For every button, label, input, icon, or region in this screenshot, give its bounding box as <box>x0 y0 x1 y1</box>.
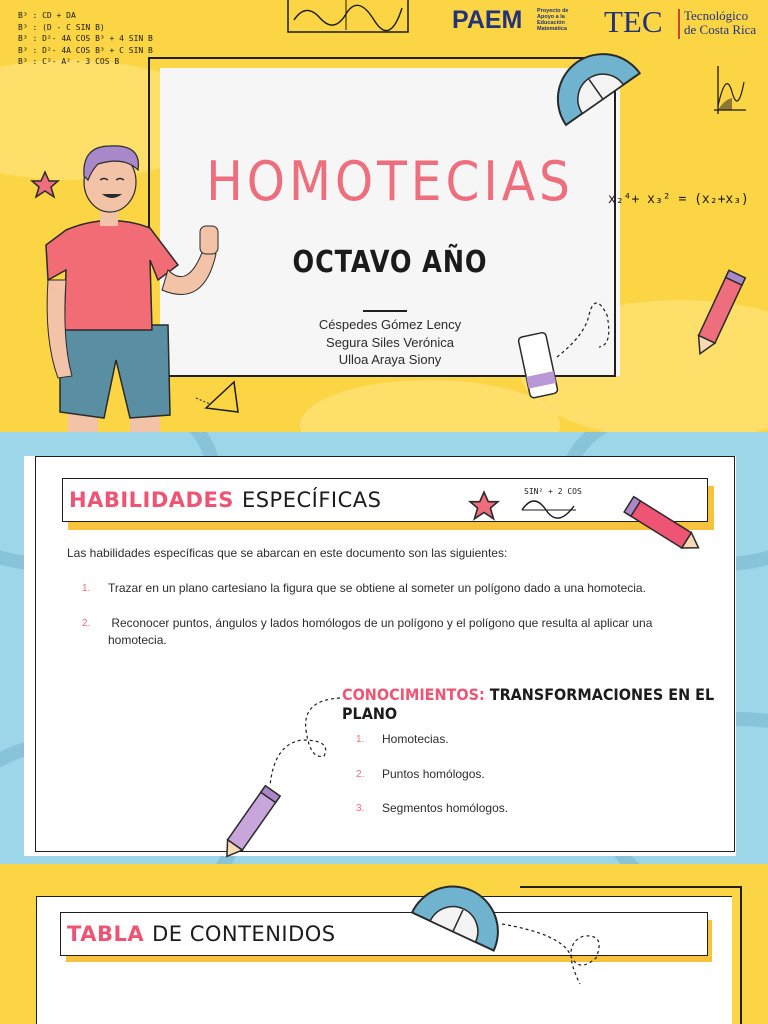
equation-doodle: x₂⁴+ x₃² = (x₂+x₃) <box>608 192 749 207</box>
heading-text: DE CONTENIDOS <box>152 922 336 946</box>
list-text: homotecia. <box>108 633 167 647</box>
list-item <box>82 615 702 655</box>
list-text: Segmentos homólogos. <box>382 801 509 815</box>
pencil-icon <box>216 782 286 862</box>
page-title: HOMOTECIAS <box>206 150 574 213</box>
protractor-icon <box>400 872 510 952</box>
triangle-ruler-icon <box>196 378 248 418</box>
title-divider <box>363 310 407 312</box>
graph-icon <box>712 62 748 118</box>
tec-logo: TEC <box>604 4 663 39</box>
pencil-icon <box>690 266 748 360</box>
formula-doodles <box>18 10 153 68</box>
list-text: Homotecias. <box>382 732 449 746</box>
formula-line: B³ : C²- A² - 3 COS B <box>18 57 120 66</box>
list-number: 1. <box>356 734 365 745</box>
heading-highlight: TABLA <box>67 922 145 946</box>
star-icon <box>468 490 500 522</box>
list-text: Trazar en un plano cartesiano la figura que se obtiene al someter un polígono dado a una homotecia. <box>108 581 646 595</box>
page-subtitle: OCTAVO AÑO <box>292 245 488 280</box>
author-name: Céspedes Gómez Lency <box>318 317 462 332</box>
knowledge-title: TRANSFORMACIONES EN EL PLANO <box>342 685 715 723</box>
list-number: 2. <box>82 618 91 629</box>
author-name: Ulloa Araya Siony <box>338 352 442 367</box>
dashed-line-doodle <box>262 690 342 790</box>
formula-line: B³ : D²- 4A COS B³ + 4 SIN B <box>18 34 153 43</box>
author-name: Segura Siles Verónica <box>326 334 454 350</box>
formula-line: B³ : CD + DA <box>18 11 76 20</box>
list-item <box>356 731 656 751</box>
knowledge-highlight: CONOCIMIENTOS: <box>342 685 485 704</box>
graph-icon <box>286 0 411 36</box>
logo-divider <box>678 9 680 39</box>
contents-frame-right <box>740 886 742 1024</box>
slide-skills <box>0 432 768 864</box>
slide-contents <box>0 864 768 1024</box>
paem-logo-subtitle: Proyecto de Apoyo a la Educación Matemática <box>537 8 569 32</box>
list-item <box>82 580 682 600</box>
protractor-icon <box>545 40 655 120</box>
heading-text: ESPECÍFICAS <box>241 488 382 512</box>
tec-logo-name <box>684 9 756 37</box>
doodle-formula: SIN² + 2 COS <box>524 487 582 496</box>
pencil-icon <box>620 490 704 560</box>
list-number: 1. <box>82 583 91 594</box>
paem-logo: PAEM <box>452 6 523 34</box>
sine-wave-icon <box>520 484 584 520</box>
dashed-line-doodle <box>500 914 610 1004</box>
formula-line: B³ : (D - C SIN B) <box>18 22 105 32</box>
dashed-line-doodle <box>555 295 615 365</box>
formula-line: B³ : D²- 4A COS B³ + C SIN B <box>18 45 153 55</box>
list-item <box>356 800 656 820</box>
list-item <box>356 766 656 786</box>
list-text: Puntos homólogos. <box>382 767 485 781</box>
contents-frame-top <box>520 886 740 888</box>
heading-highlight: HABILIDADES <box>69 488 234 512</box>
list-number: 2. <box>356 769 365 780</box>
tec-name-line-1: Tecnológico <box>684 8 749 23</box>
list-text: Reconocer puntos, ángulos y lados homólogos de un polígono y el polígono que resulta al aplicar una <box>108 616 653 630</box>
list-number: 3. <box>356 803 365 814</box>
section-heading <box>60 912 708 956</box>
section-heading <box>62 478 708 522</box>
knowledge-heading <box>342 685 768 723</box>
tec-name-line-2: de Costa Rica <box>684 22 757 37</box>
skills-intro: Las habilidades específicas que se abarcan en este documento son las siguientes: <box>67 546 508 560</box>
slide-cover <box>0 0 768 432</box>
